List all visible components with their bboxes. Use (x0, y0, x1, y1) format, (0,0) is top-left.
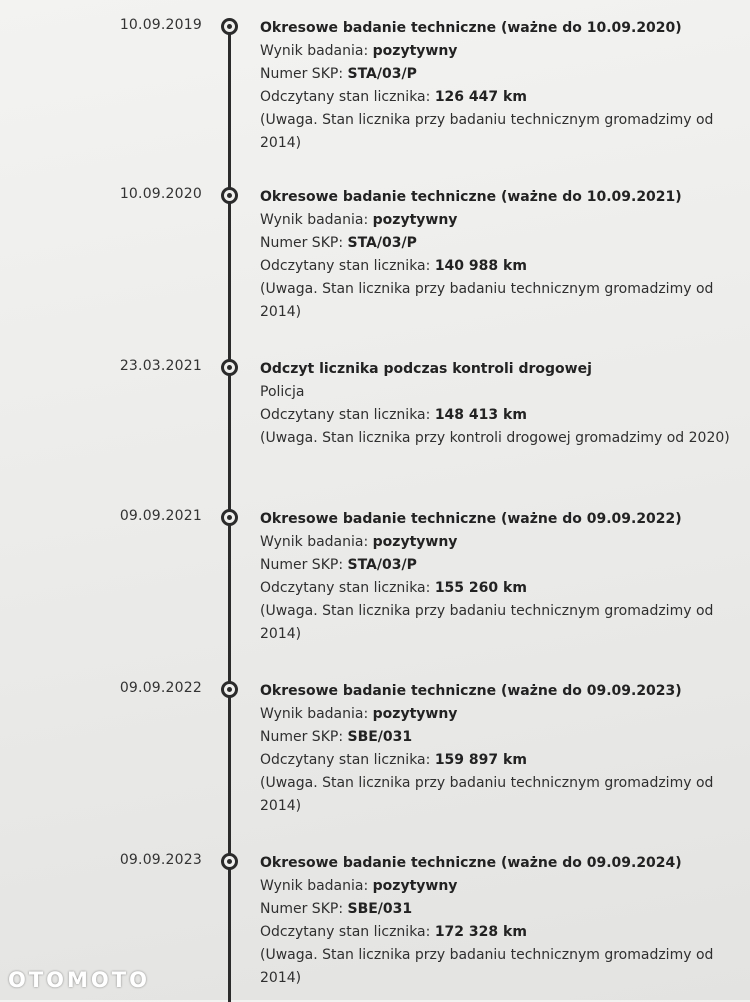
entry-date: 10.09.2020 (119, 186, 202, 202)
entry-title: Odczyt licznika podczas kontroli drogowej (260, 361, 592, 377)
odometer-label: Odczytany stan licznika: (260, 580, 431, 596)
entry-date: 09.09.2023 (119, 852, 202, 868)
result-label: Wynik badania: (260, 706, 369, 722)
result-label: Wynik badania: (260, 212, 369, 228)
skp-label: Numer SKP: (260, 557, 344, 573)
entry-title: Okresowe badanie techniczne (ważne do 10.09.2020) (260, 20, 682, 36)
odometer-line (260, 86, 730, 109)
entry-details (260, 17, 730, 155)
result-label: Wynik badania: (260, 43, 369, 59)
odometer-label: Odczytany stan licznika: (260, 752, 431, 768)
odometer-label: Odczytany stan licznika: (260, 258, 431, 274)
skp-line (260, 63, 730, 86)
entry-note: (Uwaga. Stan licznika przy badaniu technicznym gromadzimy od 2014) (260, 775, 714, 814)
timeline-entry (0, 17, 750, 157)
odometer-value: 159 897 km (434, 752, 527, 768)
skp-value: STA/03/P (347, 557, 417, 573)
odometer-line (260, 921, 730, 944)
entry-details (260, 680, 730, 818)
odometer-value: 148 413 km (434, 407, 527, 423)
entry-title: Okresowe badanie techniczne (ważne do 09.09.2023) (260, 683, 682, 699)
skp-value: STA/03/P (347, 66, 417, 82)
result-line (260, 875, 730, 898)
timeline-dot-icon (221, 359, 238, 376)
odometer-label: Odczytany stan licznika: (260, 407, 431, 423)
result-value: pozytywny (372, 43, 458, 59)
odometer-value: 155 260 km (434, 580, 527, 596)
entry-details (260, 852, 730, 990)
odometer-value: 126 447 km (434, 89, 527, 105)
odometer-label: Odczytany stan licznika: (260, 89, 431, 105)
result-line (260, 40, 730, 63)
entry-details (260, 508, 730, 646)
skp-value: SBE/031 (347, 729, 413, 745)
entry-note: (Uwaga. Stan licznika przy kontroli drogowej gromadzimy od 2020) (260, 430, 730, 446)
entry-date: 09.09.2021 (119, 508, 202, 524)
skp-line (260, 232, 730, 255)
entry-title: Okresowe badanie techniczne (ważne do 09.09.2022) (260, 511, 682, 527)
result-label: Wynik badania: (260, 878, 369, 894)
odometer-value: 172 328 km (434, 924, 527, 940)
result-value: pozytywny (372, 878, 458, 894)
result-value: pozytywny (372, 212, 458, 228)
result-value: pozytywny (372, 706, 458, 722)
timeline-dot-icon (221, 187, 238, 204)
result-value: pozytywny (372, 534, 458, 550)
odometer-line (260, 255, 730, 278)
skp-value: SBE/031 (347, 901, 413, 917)
skp-line (260, 726, 730, 749)
timeline-dot-icon (221, 681, 238, 698)
timeline-entry (0, 358, 750, 498)
odometer-line (260, 404, 730, 427)
result-line (260, 703, 730, 726)
otomoto-watermark: OTOMOTO (8, 968, 150, 992)
entry-note: (Uwaga. Stan licznika przy badaniu technicznym gromadzimy od 2014) (260, 112, 714, 151)
result-label: Wynik badania: (260, 534, 369, 550)
timeline-dot-icon (221, 18, 238, 35)
entry-details (260, 186, 730, 324)
result-line (260, 209, 730, 232)
skp-label: Numer SKP: (260, 901, 344, 917)
skp-label: Numer SKP: (260, 66, 344, 82)
skp-label: Numer SKP: (260, 729, 344, 745)
skp-line (260, 898, 730, 921)
timeline-entry (0, 680, 750, 820)
skp-label: Numer SKP: (260, 235, 344, 251)
entry-details (260, 358, 730, 450)
source-line: Policja (260, 384, 305, 400)
entry-date: 09.09.2022 (119, 680, 202, 696)
timeline-dot-icon (221, 509, 238, 526)
skp-line (260, 554, 730, 577)
timeline-dot-icon (221, 853, 238, 870)
entry-date: 10.09.2019 (119, 17, 202, 33)
entry-title: Okresowe badanie techniczne (ważne do 09.09.2024) (260, 855, 682, 871)
odometer-label: Odczytany stan licznika: (260, 924, 431, 940)
timeline-entry (0, 508, 750, 648)
odometer-line (260, 749, 730, 772)
entry-date: 23.03.2021 (119, 358, 202, 374)
entry-note: (Uwaga. Stan licznika przy badaniu technicznym gromadzimy od 2014) (260, 947, 714, 986)
timeline-entry (0, 186, 750, 326)
entry-note: (Uwaga. Stan licznika przy badaniu technicznym gromadzimy od 2014) (260, 281, 714, 320)
entry-title: Okresowe badanie techniczne (ważne do 10.09.2021) (260, 189, 682, 205)
entry-note: (Uwaga. Stan licznika przy badaniu technicznym gromadzimy od 2014) (260, 603, 714, 642)
result-line (260, 531, 730, 554)
skp-value: STA/03/P (347, 235, 417, 251)
odometer-line (260, 577, 730, 600)
odometer-value: 140 988 km (434, 258, 527, 274)
